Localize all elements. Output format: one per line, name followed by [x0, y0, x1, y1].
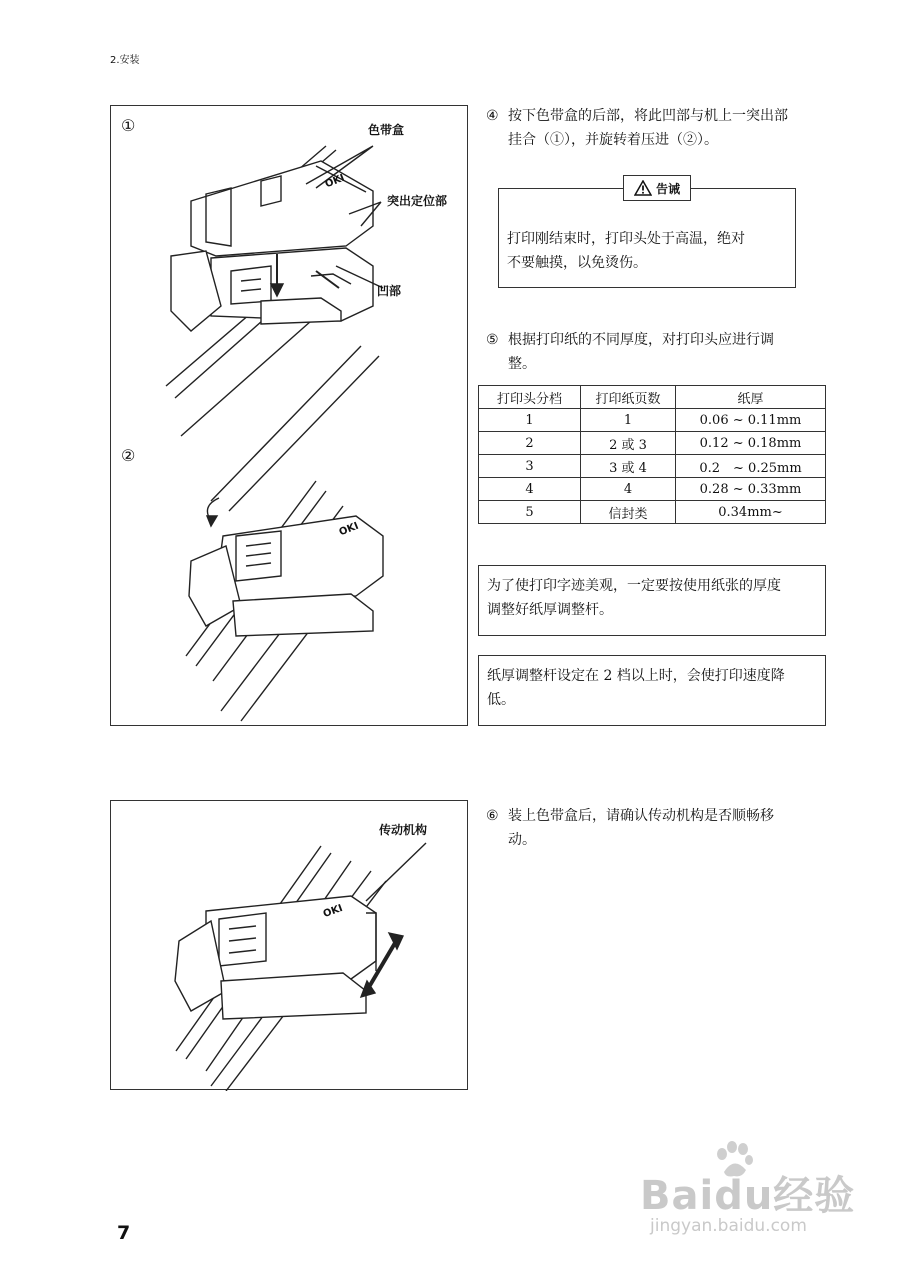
step-6-line-1: 装上色带盒后，请确认传动机构是否顺畅移 — [508, 808, 774, 824]
table-cell: 0.12 ~ 0.18mm — [676, 432, 826, 455]
step-5-line-2: 整。 — [508, 356, 536, 372]
table-header: 打印纸页数 — [581, 386, 676, 409]
oki-logo: OKI — [323, 172, 347, 191]
table-cell: 0.34mm~ — [676, 501, 826, 524]
warning-line-2: 不要触摸，以免烫伤。 — [507, 255, 647, 271]
table-row — [479, 455, 826, 478]
watermark-url: jingyan.baidu.com — [650, 1216, 807, 1236]
table-cell: 4 — [581, 478, 676, 501]
page-number: 7 — [117, 1222, 131, 1244]
table-cell: 1 — [581, 409, 676, 432]
baidu-watermark — [640, 1140, 860, 1240]
step-6-number: ⑥ — [486, 808, 499, 824]
table-cell: 3 — [479, 455, 581, 478]
warning-label-text: 告诫 — [655, 181, 680, 196]
table-cell: 5 — [479, 501, 581, 524]
warning-line-1: 打印刚结束时，打印头处于高温，绝对 — [507, 231, 745, 247]
step-5 — [486, 328, 836, 376]
watermark-brand: Baidu经验 — [640, 1173, 856, 1219]
callout-ribbon-cassette: 色带盒 — [368, 123, 405, 137]
note-1-line-2: 调整好纸厚调整杆。 — [487, 602, 613, 618]
callout-recess: 凹部 — [377, 284, 402, 298]
oki-logo-3: OKI — [321, 902, 345, 921]
step-mark-2: ② — [121, 446, 136, 465]
table-header-row — [479, 386, 826, 409]
table-cell: 0.28 ~ 0.33mm — [676, 478, 826, 501]
table-cell: 0.06 ~ 0.11mm — [676, 409, 826, 432]
warning-triangle-icon — [634, 180, 652, 196]
figure-carriage — [110, 800, 468, 1090]
step-5-number: ⑤ — [486, 332, 499, 348]
table-row — [479, 501, 826, 524]
note-box-2 — [478, 655, 826, 726]
note-box-1 — [478, 565, 826, 636]
table-cell: 0.2 ~ 0.25mm — [676, 455, 826, 478]
step-4-line-2: 挂合（①），并旋转着压进（②）。 — [508, 132, 718, 148]
carriage-illustration — [111, 801, 469, 1091]
table-row — [479, 432, 826, 455]
step-6 — [486, 804, 836, 852]
callout-locating-tab: 突出定位部 — [387, 194, 448, 208]
step-5-line-1: 根据打印纸的不同厚度，对打印头应进行调 — [508, 332, 774, 348]
table-header: 打印头分档 — [479, 386, 581, 409]
table-cell: 4 — [479, 478, 581, 501]
step-4-number: ④ — [486, 108, 499, 124]
warning-label — [623, 175, 691, 201]
warning-box — [498, 181, 796, 288]
table-cell: 1 — [479, 409, 581, 432]
oki-logo-2: OKI — [337, 520, 361, 539]
step-6-line-2: 动。 — [508, 832, 536, 848]
paper-thickness-table — [478, 385, 826, 524]
step-4 — [486, 104, 836, 152]
table-cell: 3 或 4 — [581, 455, 676, 478]
note-2-line-1: 纸厚调整杆设定在 2 档以上时，会使打印速度降 — [487, 668, 785, 684]
step-4-line-1: 按下色带盒的后部，将此凹部与机上一突出部 — [508, 108, 788, 124]
table-cell: 信封类 — [581, 501, 676, 524]
table-row — [479, 478, 826, 501]
callout-carriage: 传动机构 — [379, 823, 428, 837]
step-mark-1: ① — [121, 116, 136, 135]
table-cell: 2 或 3 — [581, 432, 676, 455]
note-2-line-2: 低。 — [487, 692, 515, 708]
table-row — [479, 409, 826, 432]
note-1-line-1: 为了使打印字迹美观，一定要按使用纸张的厚度 — [487, 578, 781, 594]
warning-text — [507, 227, 781, 275]
figure-install-ribbon — [110, 105, 468, 726]
table-cell: 2 — [479, 432, 581, 455]
section-label: 2.安装 — [110, 55, 140, 66]
table-header: 纸厚 — [676, 386, 826, 409]
